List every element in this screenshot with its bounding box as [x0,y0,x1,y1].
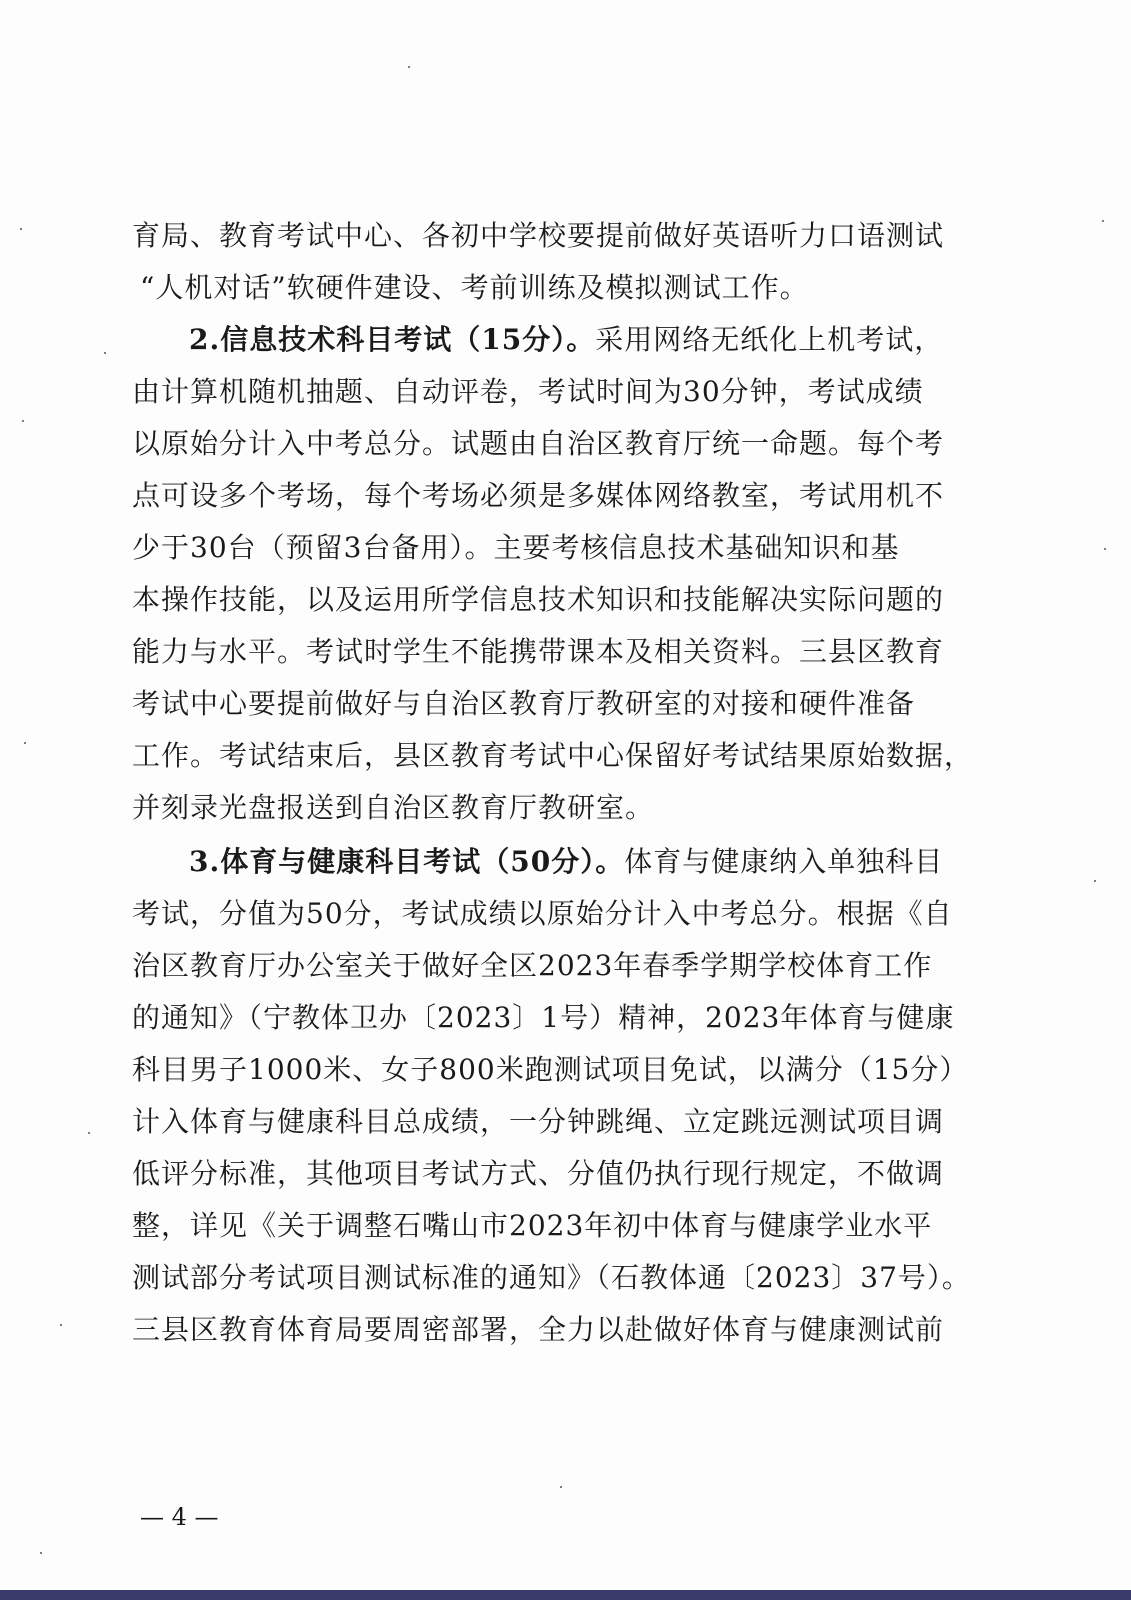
section-heading-line [189,842,972,882]
scan-speck [1094,880,1096,882]
body-line: 少于30台（预留3台备用）。主要考核信息技术基础知识和基 [132,531,900,564]
scan-speck [60,1324,62,1326]
scan-speck [88,1132,90,1134]
scan-speck [408,66,410,68]
scan-speck [40,1552,42,1554]
body-line: 考试，分值为50分，考试成绩以原始分计入中考总分。根据《自 [132,897,953,930]
scan-speck [560,1486,562,1488]
body-line: 工作。考试结束后，县区教育考试中心保留好考试结果原始数据， [132,739,974,772]
body-line: 以原始分计入中考总分。试题由自治区教育厅统一命题。每个考 [132,427,945,460]
body-line: 计入体育与健康科目总成绩，一分钟跳绳、立定跳远测试项目调 [132,1105,945,1138]
scan-speck [24,742,26,744]
scan-speck [1102,220,1104,222]
body-line: 能力与水平。考试时学生不能携带课本及相关资料。三县区教育 [132,635,945,668]
scan-speck [20,228,22,230]
scan-bottom-edge [0,1590,1131,1600]
scan-speck [1104,548,1106,550]
body-line: 低评分标准，其他项目考试方式、分值仍执行现行规定，不做调 [132,1157,945,1190]
body-line: 科目男子1000米、女子800米跑测试项目免试，以满分（15分） [132,1053,969,1086]
body-line: 的通知》（宁教体卫办〔2023〕1号）精神，2023年体育与健康 [132,1001,955,1034]
body-line: 三县区教育体育局要周密部署，全力以赴做好体育与健康测试前 [132,1313,945,1346]
body-line: 考试中心要提前做好与自治区教育厅教研室的对接和硬件准备 [132,687,916,720]
body-line: 点可设多个考场，每个考场必须是多媒体网络教室，考试用机不 [132,479,945,512]
body-line: 并刻录光盘报送到自治区教育厅教研室。 [132,791,655,824]
scan-speck [104,352,106,354]
scan-speck [22,420,24,422]
page-number: — 4 — [140,1503,219,1531]
body-line: 本操作技能，以及运用所学信息技术知识和技能解决实际问题的 [132,583,945,616]
section-heading-info-tech: 2.信息技术科目考试（15分）。 [189,323,596,356]
body-text: 采用网络无纸化上机考试， [595,323,944,356]
body-line: 育局、教育考试中心、各初中学校要提前做好英语听力口语测试 [132,219,945,252]
body-text: 体育与健康纳入单独科目 [624,845,944,878]
body-line: 由计算机随机抽题、自动评卷，考试时间为30分钟，考试成绩 [132,375,924,408]
body-line: 整，详见《关于调整石嘴山市2023年初中体育与健康学业水平 [132,1209,933,1242]
section-heading-line [189,320,972,360]
body-line: “人机对话”软硬件建设、考前训练及模拟测试工作。 [140,271,809,304]
body-line: 治区教育厅办公室关于做好全区2023年春季学期学校体育工作 [132,949,933,982]
body-line: 测试部分考试项目测试标准的通知》（石教体通〔2023〕37号）。 [132,1261,971,1294]
section-heading-pe: 3.体育与健康科目考试（50分）。 [189,845,625,878]
